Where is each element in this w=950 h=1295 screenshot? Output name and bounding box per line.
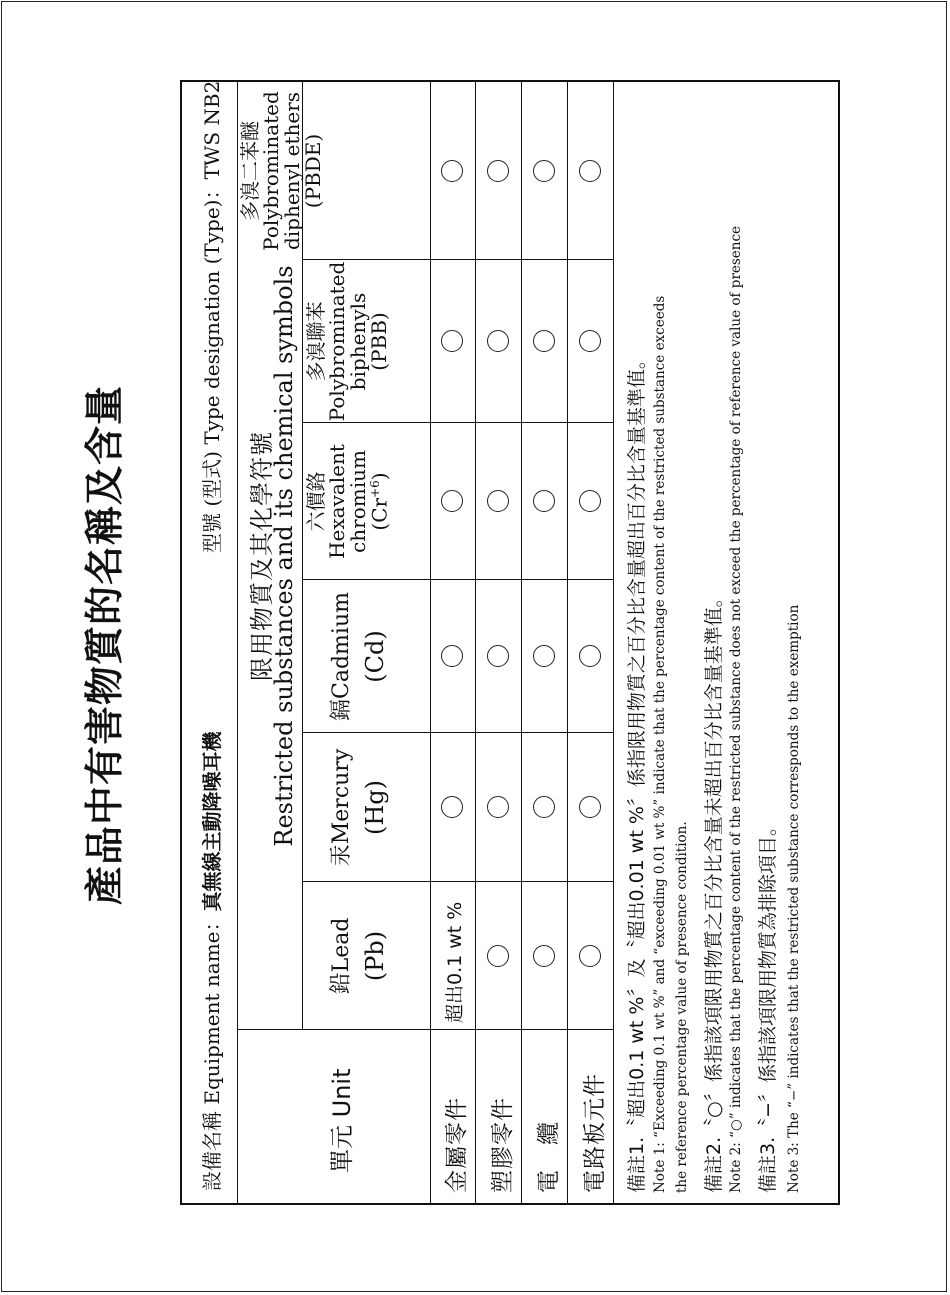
circle-mark [579,645,601,667]
restricted-header-en: Restricted substances and its chemical symbols [270,265,298,847]
col-mercury-name: 汞Mercury [329,748,354,867]
col-pbb [306,260,390,423]
col-pbb-name-en1: Polybrominated [325,261,349,422]
col-cadmium-symbol: (Cd) [361,630,390,683]
circle-mark [579,945,601,967]
col-mercury [330,733,388,882]
col-cr-name-en2: chromium [346,450,370,553]
col-mercury-symbol: (Hg) [361,779,390,836]
col-pbb-symbol: (PBB) [367,312,391,371]
note-1-zh: 備註1.〝超出0.1 wt %〞及〝超出0.01 wt %〞係指限用物質之百分比含量超出百分比含量基準值。 [626,350,648,1193]
col-pbde-name-en1: Polybrominated [259,91,283,251]
circle-mark [487,945,509,967]
col-lead-symbol: (Pb) [361,930,390,982]
hazardous-substances-table [180,80,840,1205]
circle-mark [487,796,509,818]
circle-mark [579,796,601,818]
circle-mark [487,330,509,352]
equipment-value: 真無線主動降噪耳機 [200,731,224,912]
table-hline [613,82,614,1203]
col-pbb-name-en2: biphenyls [346,292,370,391]
col-lead [330,882,388,1030]
row-cable: 電 纜 [536,1121,562,1193]
circle-mark [579,160,601,182]
note-2-en: Note 2: “○” indicates that the percentage content of the restricted substance does not exceed the percentage of reference value of presence [728,225,744,1193]
note-1-en-a: Note 1: “Exceeding 0.1 wt %” and “exceeding 0.01 wt %” indicate that the percentage content of the restricted substance exceeds [652,295,668,1193]
circle-mark [579,490,601,512]
type-value: TWS NB2 [200,80,224,180]
circle-mark [533,796,555,818]
note-3-en: Note 3: The “−” indicates that the restricted substance corresponds to the exemption [786,604,802,1193]
col-cr-name-en1: Hexavalent [325,444,349,559]
table-hline [430,82,431,1203]
type-designation [196,81,225,553]
table-hline [567,82,568,1203]
circle-mark [441,645,463,667]
row-pcb-components: 電路板元件 [582,1073,608,1193]
circle-mark [533,490,555,512]
circle-mark [441,160,463,182]
col-pbde-name-zh: 多溴二苯醚 [238,121,262,221]
circle-mark [487,160,509,182]
equipment-name [196,731,225,1191]
table-hline [475,82,476,1203]
col-cadmium [330,580,388,733]
table-hline [521,82,522,1203]
col-cr-symbol-end: ) [367,472,392,481]
note-1-en-b: the reference percentage value of presence condition. [674,821,690,1193]
unit-header: 單元 Unit [328,1068,356,1173]
row-plastic-parts: 塑膠零件 [490,1097,516,1193]
circle-mark [487,645,509,667]
circle-mark [533,945,555,967]
col-pbde [240,82,324,260]
circle-mark [441,490,463,512]
note-2-zh: 備註2.〝○〞係指該項限用物質之百分比含量未超出百分比含量基準值。 [703,588,725,1193]
col-lead-name: 鉛Lead [329,917,354,995]
row-metal-parts: 金屬零件 [444,1097,470,1193]
col-cr-name-zh: 六價鉻 [304,471,328,532]
col-cadmium-name: 鎘Cadmium [329,592,354,721]
circle-mark [533,330,555,352]
circle-mark [487,490,509,512]
table-hline [237,82,238,1203]
type-label: 型號 (型式) Type designation (Type)： [200,179,224,553]
circle-mark [579,330,601,352]
equipment-label: 設備名稱 Equipment name： [200,911,224,1191]
col-pbde-name-en2: diphenyl ethers [280,91,304,251]
col-pbde-symbol: (PBDE) [301,133,325,209]
note-3-zh: 備註3.〝−〞係指該項限用物質為排除項目。 [757,816,779,1193]
metal-lead-value: 超出0.1 wt % [444,901,466,1023]
col-cr-symbol [369,423,391,580]
col-hexavalent-chromium [306,423,391,580]
col-cr-symbol-main: (Cr [367,497,392,531]
circle-mark [441,330,463,352]
col-pbb-name-zh: 多溴聯苯 [304,301,328,382]
circle-mark [533,645,555,667]
circle-mark [533,160,555,182]
restricted-header-zh: 限用物質及其化學符號 [248,431,276,681]
col-cr-symbol-sup: +6 [368,480,382,498]
page-title: 產品中有害物質的名稱及含量 [83,385,128,906]
circle-mark [441,796,463,818]
